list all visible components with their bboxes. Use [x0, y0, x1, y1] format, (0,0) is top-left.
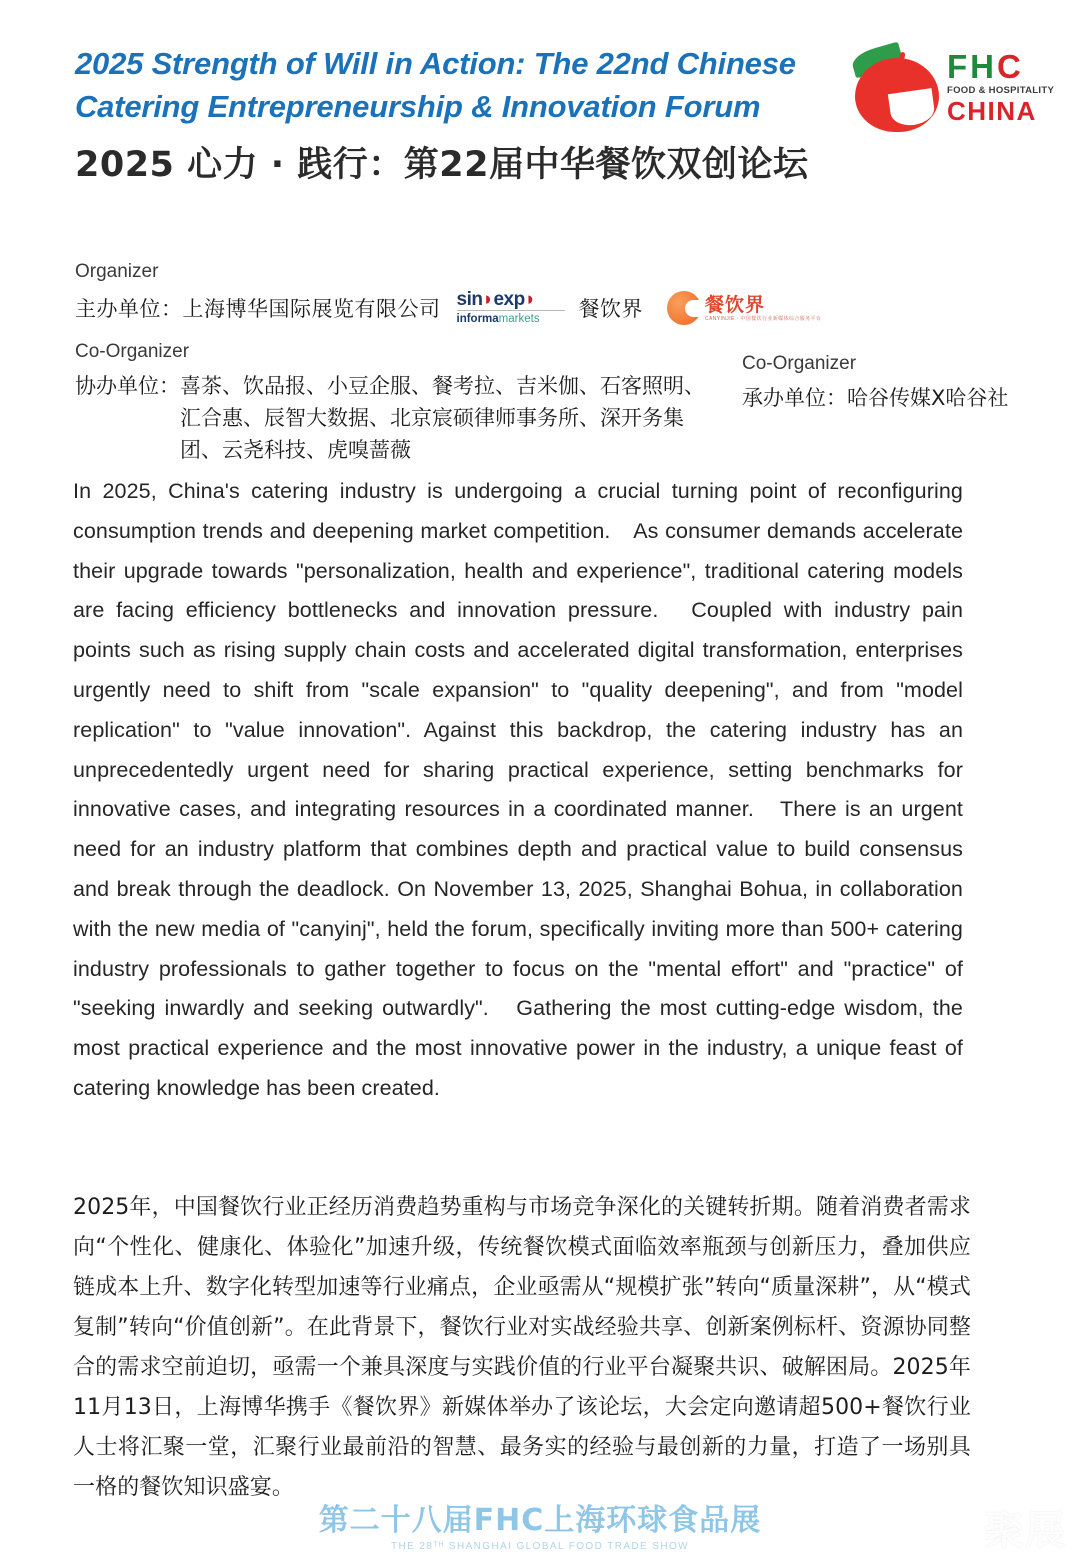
co-organizer-left-label: Co-Organizer — [75, 341, 190, 362]
sinoexpo-sin: sin — [456, 289, 483, 310]
page-title-english: 2025 Strength of Will in Action: The 22nd Chinese Catering Entrepreneurship & Innovation Forum — [75, 46, 796, 124]
canyinjie-logo-tagline: CANYINJIE · 中国餐饮行业新媒体综合服务平台 — [705, 315, 822, 322]
watermark: 聚展 — [984, 1508, 1066, 1554]
fhc-wordmark — [947, 50, 1059, 125]
sinoexpo-exp: exp — [493, 289, 525, 310]
co-organizer-right-value: 承办单位：哈谷传媒X哈谷社 — [742, 386, 1009, 410]
body-paragraph-chinese: 2025年，中国餐饮行业正经历消费趋势重构与市场竞争深化的关键转折期。随着消费者需求向“个性化、健康化、体验化”加速升级，传统餐饮模式面临效率瓶颈与创新压力，叠加供应链成本上升、数字化转型加速等行业痛点，企业亟需从“规模扩张”转向“质量深耕”，从“模式复制”转向“价值创新”。在此背景下，餐饮行业对实战经验共享、创新案例标杆、资源协同整合的需求空前迫切，亟需一个兼具深度与实践价值的行业平台凝聚共识、破解困局。2025年11月13日，上海博华携手《餐饮界》新媒体举办了该论坛，大会定向邀请超500+餐饮行业人士将汇聚一堂，汇聚行业最前沿的智慧、最务实的经验与最创新的力量，打造了一场别具一格的餐饮知识盛宴。 — [73, 1195, 971, 1500]
footer-title-english: THE 28ᵀᴴ SHANGHAI GLOBAL FOOD TRADE SHOW — [391, 1541, 689, 1552]
canyinjie-logo — [667, 291, 821, 325]
fhc-logo — [847, 30, 1062, 142]
organizer-row — [75, 290, 1005, 326]
sinoexpo-wordmark — [457, 289, 536, 310]
co-organizer-left-key: 协办单位： — [75, 374, 180, 398]
fhc-china-label: CHINA — [947, 96, 1037, 126]
fhc-letters — [947, 50, 1059, 84]
fhc-letter-h: H — [970, 48, 998, 85]
markets-label: markets — [498, 313, 540, 325]
footer-title-chinese: 第二十八届FHC上海环球食品展 — [318, 1503, 762, 1538]
apple-icon — [855, 48, 939, 132]
page-title-chinese: 2025 心力 · 践行：第22届中华餐饮双创论坛 — [75, 145, 809, 185]
co-organizer-left-block — [75, 338, 725, 466]
organizer-label: Organizer — [75, 261, 159, 282]
sinoexpo-swoosh-icon: ◗ — [482, 289, 494, 310]
organizer-value: 主办单位：上海博华国际展览有限公司 — [75, 297, 441, 321]
co-organizer-left-value: 喜茶、饮品报、小豆企服、餐考拉、吉米伽、石客照明、汇合惠、辰智大数据、北京宸硕律师事务所、深开务集团、云尧科技、虎嗅蔷薇 — [180, 374, 705, 462]
document-footer — [0, 1503, 1080, 1552]
informa-markets-wordmark — [457, 310, 565, 326]
sinoexpo-swoosh2-icon: ◗ — [524, 289, 536, 310]
canyinjie-plain-label: 餐饮界 — [578, 297, 643, 321]
canyinjie-mark-icon — [667, 291, 701, 325]
body-paragraph-english: In 2025, China's catering industry is undergoing a crucial turning point of reconfiguring consumption trends and deepening market competition. As consumer demands accelerate their upgrade towards "personalization, health and experience", traditional catering models are facing efficiency bottlenecks and innovation pressure. Coupled with industry pain points such as rising supply chain costs and accelerated digital transformation, enterprises urgently need to shift from "scale expansion" to "quality deepening", and from "model replication" to "value innovation". Against this backdrop, the catering industry has an unprecedentedly urgent need for sharing practical experience, setting benchmarks for innovative cases, and integrating resources in a coordinated manner. There is an urgent need for an industry platform that combines depth and practical value to build consensus and break through the deadlock. On November 13, 2025, Shanghai Bohua, in collaboration with the new media of "canyinj", held the forum, specifically inviting more than 500+ catering industry professionals to gather together to focus on the "mental effort" and "practice" of "seeking inwardly and seeking outwardly". Gathering the most cutting-edge wisdom, the most practical experience and the most innovative power in the industry, a unique feast of catering knowledge has been created. — [73, 479, 963, 1100]
organizer-block — [75, 258, 1005, 326]
co-organizer-right-block — [742, 350, 1072, 414]
canyinjie-logo-word: 餐饮界 — [705, 293, 766, 316]
co-organizer-right-label: Co-Organizer — [742, 353, 857, 374]
fhc-letter-f: F — [947, 48, 971, 85]
fhc-tagline: FOOD & HOSPITALITY — [947, 85, 1055, 96]
informa-label: informa — [456, 313, 499, 325]
sinoexpo-logo — [457, 290, 565, 326]
co-organizer-left-row — [75, 370, 725, 466]
canyinjie-wordmark — [705, 295, 821, 322]
fhc-letter-c: C — [997, 48, 1024, 85]
